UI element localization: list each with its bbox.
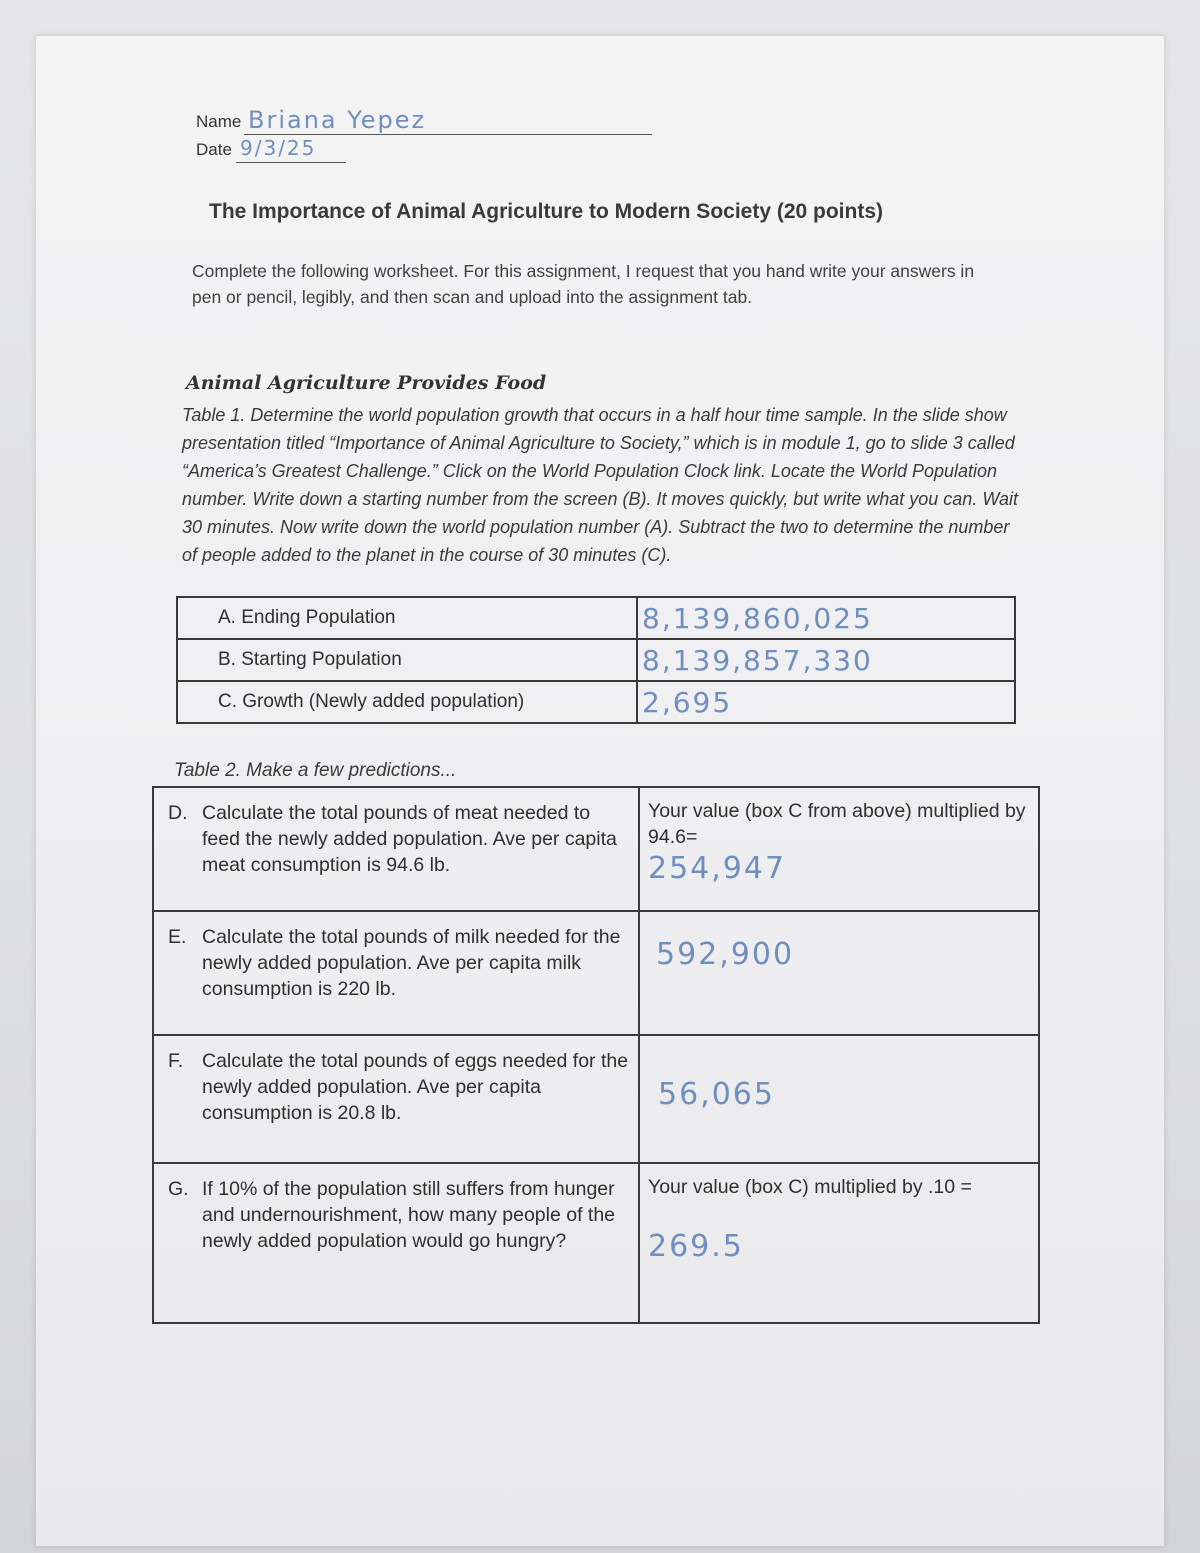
table2-caption: Table 2. Make a few predictions... [174,760,457,781]
growth-value: 2,695 [642,685,733,719]
answer-value: 269.5 [648,1229,744,1264]
population-table [176,596,1016,724]
table-row [177,597,1015,639]
row-value [637,639,1015,681]
table-row [153,1035,1039,1163]
question-text: Calculate the total pounds of meat needed to feed the newly added population. Ave per capita meat consumption is 94.6 lb. [202,802,617,876]
date-underline [236,162,346,163]
section-heading: Animal Agriculture Provides Food [186,372,547,394]
answer-prompt: Your value (box C) multiplied by .10 = [648,1176,972,1198]
answer-cell [639,1035,1039,1163]
row-label: A. Ending Population [177,597,637,639]
name-value: Briana Yepez [248,106,427,134]
table1-instructions: Table 1. Determine the world population growth that occurs in a half hour time sample. In the slide show presentation titled “Importance of Animal Agriculture to Society,” which is in module 1, go to slide 3 called “America’s Greatest Challenge.” Click on the World Population Clock link. Locate the World Population number. Write down a starting number from the screen (B). It moves quickly, but write what you can. Wait 30 minutes. Now write down the world population number (A). Subtract the two to determine the number of people added to the planet in the course of 30 minutes (C). [182,405,1018,565]
question-text: Calculate the total pounds of milk needed for the newly added population. Ave per capita milk consumption is 220 lb. [202,926,621,1000]
question-cell [153,1035,639,1163]
intro-paragraph: Complete the following worksheet. For this assignment, I request that you hand write your answers in pen or pencil, legibly, and then scan and upload into the assignment tab. [192,261,975,307]
table-row [177,681,1015,723]
name-underline [244,134,652,135]
table-row [177,639,1015,681]
name-label: Name [196,112,242,131]
answer-value: 254,947 [648,851,787,886]
question-letter: G. [168,1178,189,1200]
answer-value: 56,065 [658,1077,775,1112]
ending-population-value: 8,139,860,025 [642,601,873,635]
answer-cell [639,1163,1039,1323]
row-label: B. Starting Population [177,639,637,681]
question-cell [153,911,639,1035]
worksheet-title: The Importance of Animal Agriculture to Modern Society (20 points) [209,200,884,223]
date-value: 9/3/25 [240,136,317,160]
row-label: C. Growth (Newly added population) [177,681,637,723]
table-row [153,787,1039,911]
answer-cell [639,787,1039,911]
question-letter: F. [168,1050,184,1072]
name-field [196,106,427,134]
answer-cell [639,911,1039,1035]
question-text: Calculate the total pounds of eggs needed for the newly added population. Ave per capita consumption is 20.8 lb. [202,1050,629,1124]
date-field [196,136,317,160]
question-text: If 10% of the population still suffers from hunger and undernourishment, how many people of the newly added population would go hungry? [202,1178,616,1252]
table-row [153,1163,1039,1323]
date-label: Date [196,140,232,159]
question-cell [153,1163,639,1323]
predictions-table [152,786,1040,1324]
row-value [637,597,1015,639]
answer-value: 592,900 [656,937,795,972]
answer-prompt: Your value (box C from above) multiplied by 94.6= [648,800,1026,848]
table-row [153,911,1039,1035]
question-cell [153,787,639,911]
row-value [637,681,1015,723]
question-letter: D. [168,802,188,824]
starting-population-value: 8,139,857,330 [642,643,873,677]
question-letter: E. [168,926,187,948]
